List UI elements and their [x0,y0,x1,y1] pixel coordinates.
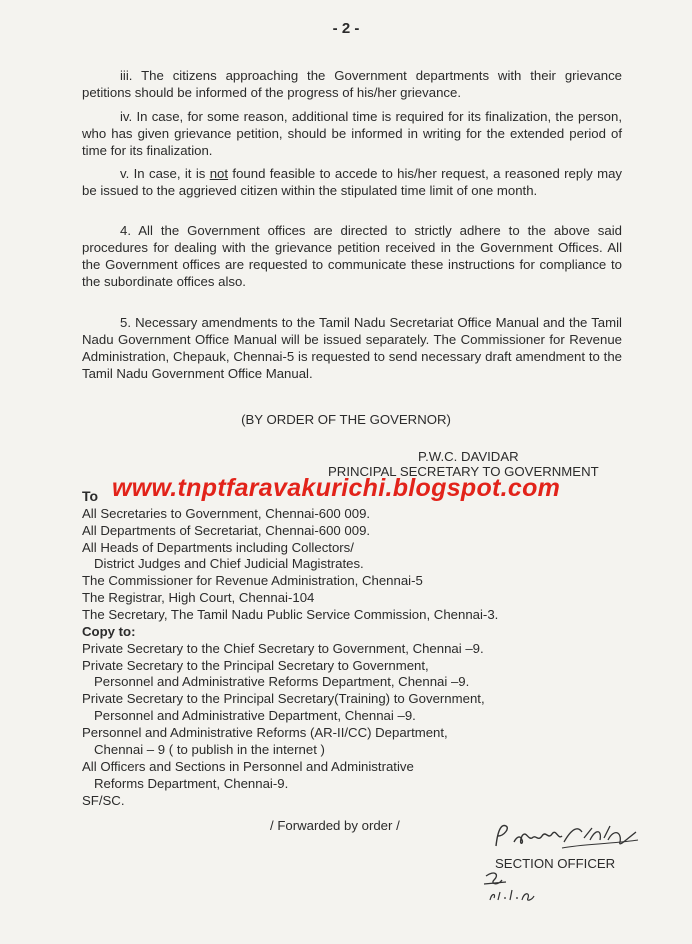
paragraph-v-text [82,165,622,199]
to-item: The Secretary, The Tamil Nadu Public Service Commission, Chennai-3. [82,607,499,622]
copy-item: Personnel and Administrative Reforms Department, Chennai –9. [94,674,470,689]
paragraph-v-part2: found feasible to accede to his/her request, a reasoned reply may be issued to the aggrieved citizen within the stipulated time limit of one month. [82,166,622,198]
paragraph-5 [82,314,622,382]
signatory-title: PRINCIPAL SECRETARY TO GOVERNMENT [328,464,599,479]
signatory-name: P.W.C. DAVIDAR [418,449,519,464]
watermark-url: www.tnptfaravakurichi.blogspot.com [112,474,561,502]
paragraph-iv-text: iv. In case, for some reason, additional time is required for its finalization, the person, who has given grievance petition, should be informed in writing for the extended period of time for its finalization. [82,109,622,158]
paragraph-v-part1: v. In case, it is [120,166,210,181]
to-item: All Heads of Departments including Collectors/ [82,540,354,555]
paragraph-5-text: 5. Necessary amendments to the Tamil Nadu Secretariat Office Manual and the Tamil Nadu Government Office Manual will be issued separately. The Commissioner for Revenue Administration, Chepauk, Chennai-5 is requested to send necessary draft amendment to the Tamil Nadu Government Office Manual. [82,315,622,381]
to-item: All Secretaries to Government, Chennai-600 009. [82,506,371,521]
to-item: The Commissioner for Revenue Administration, Chennai-5 [82,573,423,588]
forwarded-by-order: / Forwarded by order / [270,818,400,833]
to-item: All Departments of Secretariat, Chennai-600 009. [82,523,371,538]
to-item: District Judges and Chief Judicial Magistrates. [94,556,364,571]
paragraph-v [82,165,622,199]
copy-item: Reforms Department, Chennai-9. [94,776,289,791]
copy-item: Chennai – 9 ( to publish in the internet ) [94,742,325,757]
sf-sc: SF/SC. [82,793,125,808]
copy-item: Personnel and Administrative Reforms (AR-II/CC) Department, [82,725,448,740]
handwritten-signature [492,818,642,858]
page-number: - 2 - [332,20,360,37]
paragraph-iv [82,108,622,159]
paragraph-4-text: 4. All the Government offices are directed to strictly adhere to the above said procedures for dealing with the grievance petition received in the Government Offices. All the Government offices are requested to communicate these instructions for compliance to the subordinate offices also. [82,223,622,289]
paragraph-v-underlined: not [209,166,229,181]
copy-item: All Officers and Sections in Personnel and Administrative [82,759,414,774]
order-line: (BY ORDER OF THE GOVERNOR) [241,412,451,427]
paragraph-4 [82,222,622,290]
paragraph-iii [82,67,622,101]
handwritten-initials [480,868,540,908]
copy-to-label: Copy to: [82,624,136,639]
copy-item: Private Secretary to the Principal Secretary(Training) to Government, [82,691,485,706]
copy-item: Personnel and Administrative Department, Chennai –9. [94,708,416,723]
paragraph-iii-text: iii. The citizens approaching the Government departments with their grievance petitions should be informed of the progress of his/her grievance. [82,68,622,100]
to-label: To [82,488,99,504]
section-officer: SECTION OFFICER [495,856,616,871]
copy-item: Private Secretary to the Principal Secretary to Government, [82,658,429,673]
copy-item: Private Secretary to the Chief Secretary to Government, Chennai –9. [82,641,484,656]
to-item: The Registrar, High Court, Chennai-104 [82,590,315,605]
